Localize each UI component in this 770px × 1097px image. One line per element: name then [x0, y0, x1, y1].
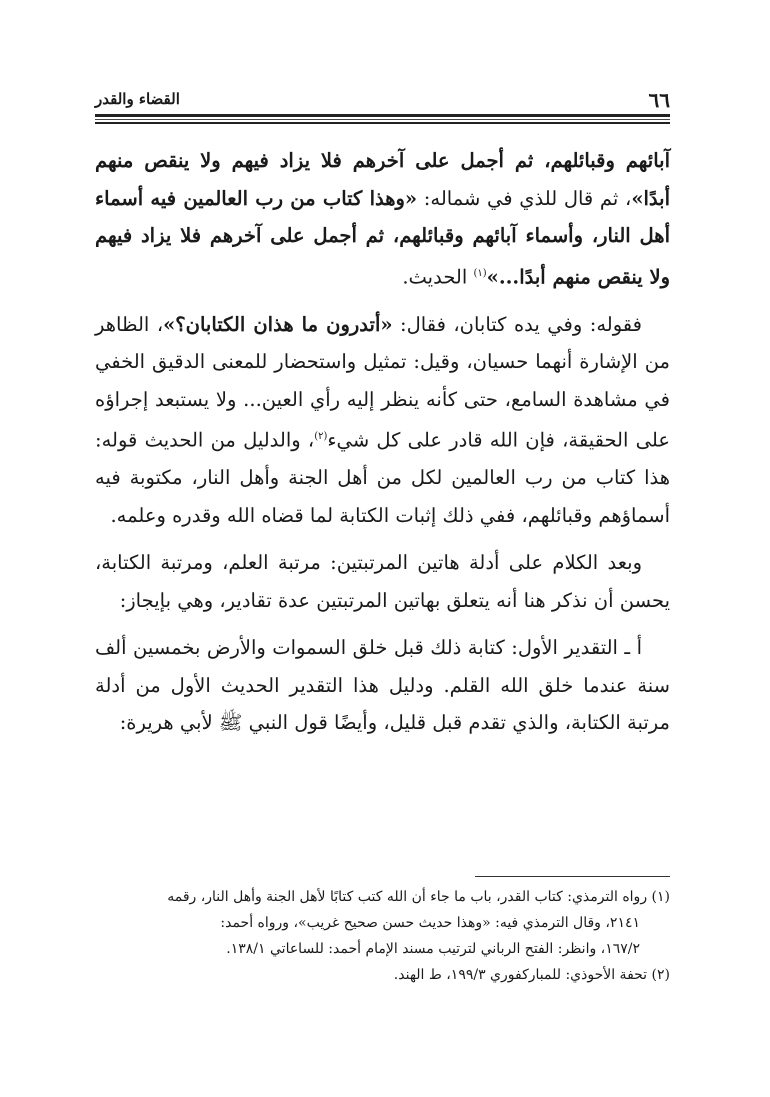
footnote-1-line-3: ١٦٧/٢، وانظر: الفتح الرباني لترتيب مسند الإمام أحمد: للساعاتي ١٣٨/١.: [226, 941, 640, 957]
footnote-2: (٢) تحفة الأحوذي: للمباركفوري ١٩٩/٣، ط الهند.: [393, 967, 670, 983]
paragraph-2: [95, 306, 670, 535]
hadith-quote: «أتدرون ما هذان الكتابان؟»: [163, 312, 393, 336]
footnote-separator: [475, 876, 670, 877]
header-rule-thick: [95, 114, 670, 117]
text-run: ، ثم قال للذي في شماله:: [417, 186, 632, 210]
header-rule-thin: [95, 119, 670, 120]
page-number: ٦٦: [648, 88, 670, 112]
text-run: ، الظاهر من الإشارة أنهما حسيان، وقيل: تمثيل واستحضار للمعنى الدقيق الخفي في مشاهدة السامع، حتى كأنه ينظر إليه رأي العين... ولا يستبعد إجراؤه على الحقيقة، فإن الله قادر على كل شيء: [95, 312, 670, 452]
footnotes: [95, 884, 670, 988]
hadith-quote: «وهذا كتاب من رب العالمين فيه أسماء أهل النار، وأسماء آبائهم وقبائلهم، ثم أجمل على آخرهم فلا يزاد فيهم ولا ينقص منهم أبدًا...»: [95, 186, 670, 288]
page-header: [95, 88, 670, 112]
footnote-ref-2: (٢): [314, 431, 328, 442]
text-run: ، والدليل من الحديث قوله: هذا كتاب من رب العالمين لكل من أهل الجنة وأهل النار، مكتوبة فيه أسماؤهم وقبائلهم، ففي ذلك إثبات الكتابة لما قضاه الله وقدره وعلمه.: [95, 428, 670, 527]
paragraph-3: وبعد الكلام على أدلة هاتين المرتبتين: مرتبة العلم، ومرتبة الكتابة، يحسن أن نذكر هنا أنه يتعلق بهاتين المرتبتين عدة تقادير، وهي بإيجاز:: [95, 551, 670, 612]
text-run: فقوله: وفي يده كتابان، فقال:: [392, 312, 642, 336]
hadith-quote: آبائهم وقبائلهم، ثم أجمل على آخرهم فلا يزاد فيهم ولا ينقص منهم أبدًا»: [95, 149, 670, 210]
text-run: الحديث.: [402, 265, 474, 288]
footnote-1-line-2: ٢١٤١، وقال الترمذي فيه: «وهذا حديث حسن صحيح غريب»، ورواه أحمد:: [220, 915, 640, 931]
footnote-1-line-1: (١) رواه الترمذي: كتاب القدر، باب ما جاء أن الله كتب كتابًا لأهل الجنة وأهل النار، رقمه: [167, 889, 670, 905]
header-rule-bottom: [95, 122, 670, 124]
paragraph-1: [95, 142, 670, 296]
main-text: [95, 142, 670, 752]
running-title: القضاء والقدر: [95, 90, 180, 108]
paragraph-4: أ ـ التقدير الأول: كتابة ذلك قبل خلق السموات والأرض بخمسين ألف سنة عندما خلق الله القلم. ودليل هذا التقدير الحديث الأول من أدلة مرتبة الكتابة، والذي تقدم قبل قليل، وأيضًا قول النبي ﷺ لأبي هريرة:: [95, 636, 670, 734]
footnote-ref-1: (١): [473, 267, 487, 279]
